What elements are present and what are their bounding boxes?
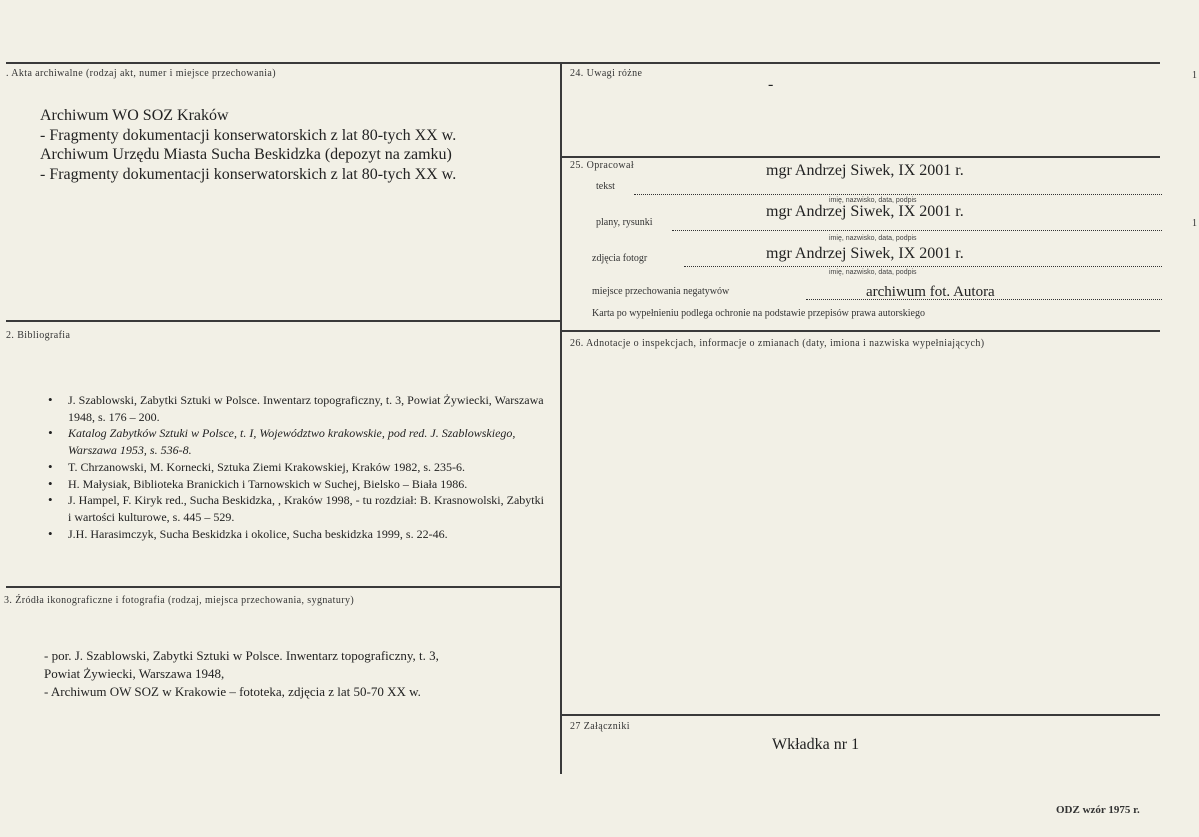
iconography-sources: [44, 647, 544, 701]
photos-author-hint: imię, nazwisko, data, podpis: [829, 269, 917, 276]
section-27-label: 27 Załączniki: [570, 721, 630, 732]
edge-mark-top: 1: [1192, 70, 1197, 81]
separator-24-25: [562, 156, 1160, 158]
negatives-line: [806, 299, 1162, 300]
text-author-hint: imię, nazwisko, data, podpis: [829, 197, 917, 204]
separator-22-23: [6, 586, 560, 588]
edge-mark-middle: 1: [1192, 218, 1197, 229]
form-id: ODZ wzór 1975 r.: [1056, 804, 1140, 816]
negatives-label: miejsce przechowania negatywów: [592, 286, 730, 297]
archive-line: - Fragmenty dokumentacji konserwatorskich z lat 80-tych XX w.: [40, 126, 457, 144]
center-divider: [560, 62, 562, 774]
section-26-label: 26. Adnotacje o inspekcjach, informacje o zmianach (daty, imiona i nazwiska wypełniających): [570, 338, 985, 349]
bibliography-item: • J.H. Harasimczyk, Sucha Beskidzka i okolice, Sucha beskidzka 1999, s. 22-46.: [42, 526, 547, 543]
separator-21-22: [6, 320, 560, 322]
archive-records: [40, 106, 456, 184]
section-22-label: 2. Bibliografia: [6, 330, 71, 341]
bibliography-item: • H. Małysiak, Biblioteka Branickich i Tarnowskich w Suchej, Bielsko – Biała 1986.: [42, 476, 547, 493]
negatives-value: archiwum fot. Autora: [866, 284, 995, 300]
section-25-label: 25. Opracował: [570, 160, 635, 171]
text-row-label: tekst: [596, 181, 615, 192]
section-23-label: 3. Źródła ikonograficzne i fotografia (rodzaj, miejsca przechowania, sygnatury): [4, 595, 355, 606]
plans-author-value: mgr Andrzej Siwek, IX 2001 r.: [766, 203, 964, 220]
section-24-label: 24. Uwagi różne: [570, 68, 643, 79]
text-author-value: mgr Andrzej Siwek, IX 2001 r.: [766, 162, 964, 179]
copyright-note: Karta po wypełnieniu podlega ochronie na podstawie przepisów prawa autorskiego: [592, 308, 925, 319]
photos-author-line: [684, 266, 1162, 267]
iconography-line: - Archiwum OW SOZ w Krakowie – fototeka, zdjęcia z lat 50-70 XX w.: [44, 684, 421, 699]
archive-line: Archiwum Urzędu Miasta Sucha Beskidzka (depozyt na zamku): [40, 146, 452, 163]
iconography-line: Powiat Żywiecki, Warszawa 1948,: [44, 666, 225, 681]
attachments-value: Wkładka nr 1: [772, 736, 860, 753]
archive-line: - Fragmenty dokumentacji konserwatorskich z lat 80-tych XX w.: [40, 165, 457, 183]
plans-author-line: [672, 230, 1162, 231]
bibliography-item: • J. Hampel, F. Kiryk red., Sucha Beskidzka, , Kraków 1998, - tu rozdział: B. Krasnowolski, Zabytki i wartości kulturowe, s. 445 – 529.: [42, 492, 547, 525]
remarks-value: -: [768, 76, 774, 93]
photos-row-label: zdjęcia fotogr: [592, 253, 648, 264]
bibliography-item: • T. Chrzanowski, M. Kornecki, Sztuka Ziemi Krakowskiej, Kraków 1982, s. 235-6.: [42, 459, 547, 476]
separator-26-27: [562, 714, 1160, 716]
photos-author-value: mgr Andrzej Siwek, IX 2001 r.: [766, 245, 964, 262]
iconography-line: - por. J. Szablowski, Zabytki Sztuki w Polsce. Inwentarz topograficzny, t. 3,: [44, 648, 439, 663]
bibliography-list: [42, 392, 547, 542]
bibliography-item: • Katalog Zabytków Sztuki w Polsce, t. I, Województwo krakowskie, pod red. J. Szablowskiego, Warszawa 1953, s. 536-8.: [42, 425, 547, 458]
section-21-label: . Akta archiwalne (rodzaj akt, numer i miejsce przechowania): [6, 68, 277, 79]
plans-row-label: plany, rysunki: [596, 217, 653, 228]
text-author-line: [634, 194, 1162, 195]
top-border-left: [6, 62, 560, 64]
separator-25-26: [562, 330, 1160, 332]
plans-author-hint: imię, nazwisko, data, podpis: [829, 235, 917, 242]
archive-line: Archiwum WO SOZ Kraków: [40, 107, 229, 124]
bibliography-item: • J. Szablowski, Zabytki Sztuki w Polsce. Inwentarz topograficzny, t. 3, Powiat Żywiecki, Warszawa 1948, s. 176 – 200.: [42, 392, 547, 425]
top-border-right: [562, 62, 1160, 64]
